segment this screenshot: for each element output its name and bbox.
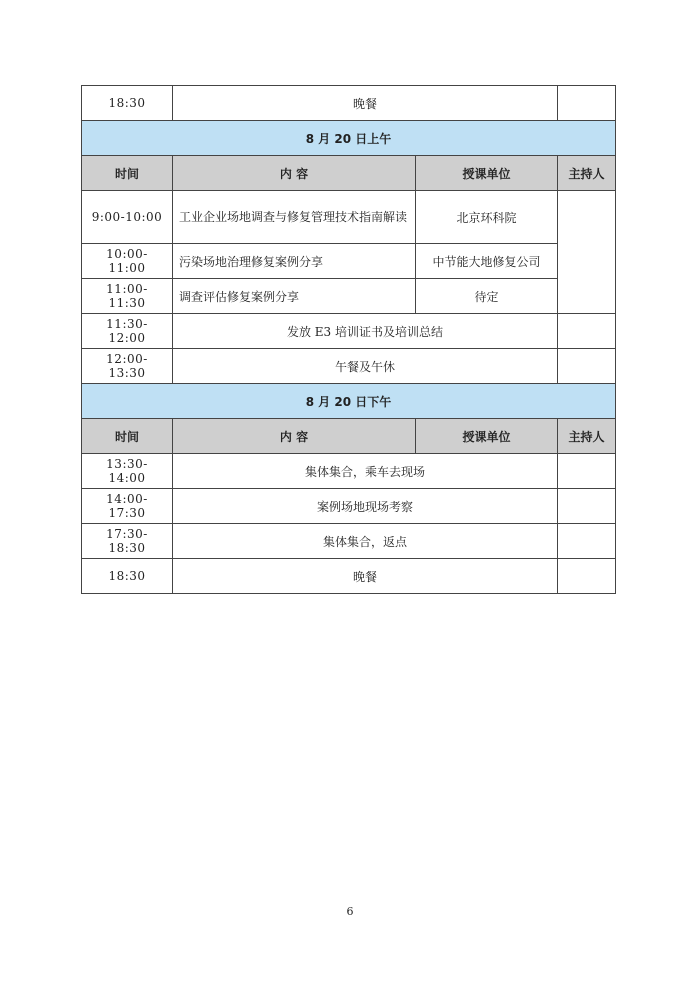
host-cell [558,349,616,384]
host-cell [558,489,616,524]
day-title: 8 月 20 日上午 [82,121,616,156]
schedule-table [81,85,616,594]
table-row [82,86,616,121]
page-number: 6 [346,905,354,918]
day-header-row [82,384,616,419]
time-cell: 10:00-11:00 [82,244,173,279]
time-cell: 11:00-11:30 [82,279,173,314]
time-cell: 14:00-17:30 [82,489,173,524]
content-cell: 晚餐 [173,86,558,121]
column-header-host: 主持人 [558,156,616,191]
unit-cell: 待定 [416,279,558,314]
column-header-host: 主持人 [558,419,616,454]
time-cell: 17:30-18:30 [82,524,173,559]
table-row [82,244,616,279]
content-cell: 晚餐 [173,559,558,594]
time-cell: 13:30-14:00 [82,454,173,489]
host-cell [558,191,616,314]
content-cell: 午餐及午休 [173,349,558,384]
table-row [82,349,616,384]
column-header-unit: 授课单位 [416,419,558,454]
column-header-unit: 授课单位 [416,156,558,191]
host-cell [558,559,616,594]
content-cell: 发放 E3 培训证书及培训总结 [173,314,558,349]
time-cell: 18:30 [82,559,173,594]
content-cell: 工业企业场地调查与修复管理技术指南解读 [173,191,416,244]
host-cell [558,314,616,349]
table-row [82,279,616,314]
day-header-row [82,121,616,156]
table-row [82,524,616,559]
day-title: 8 月 20 日下午 [82,384,616,419]
table-row [82,489,616,524]
host-cell [558,524,616,559]
time-cell: 11:30-12:00 [82,314,173,349]
time-cell: 18:30 [82,86,173,121]
content-cell: 集体集合，乘车去现场 [173,454,558,489]
content-cell: 调查评估修复案例分享 [173,279,416,314]
unit-cell: 中节能大地修复公司 [416,244,558,279]
table-row [82,559,616,594]
time-cell: 9:00-10:00 [82,191,173,244]
content-cell: 污染场地治理修复案例分享 [173,244,416,279]
host-cell [558,454,616,489]
column-header-content: 内 容 [173,156,416,191]
table-row [82,454,616,489]
table-row [82,314,616,349]
column-header-row [82,419,616,454]
content-cell: 集体集合，返点 [173,524,558,559]
content-cell: 案例场地现场考察 [173,489,558,524]
column-header-content: 内 容 [173,419,416,454]
time-cell: 12:00-13:30 [82,349,173,384]
table-row [82,191,616,244]
host-cell [558,86,616,121]
column-header-time: 时间 [82,419,173,454]
column-header-time: 时间 [82,156,173,191]
column-header-row [82,156,616,191]
unit-cell: 北京环科院 [416,191,558,244]
